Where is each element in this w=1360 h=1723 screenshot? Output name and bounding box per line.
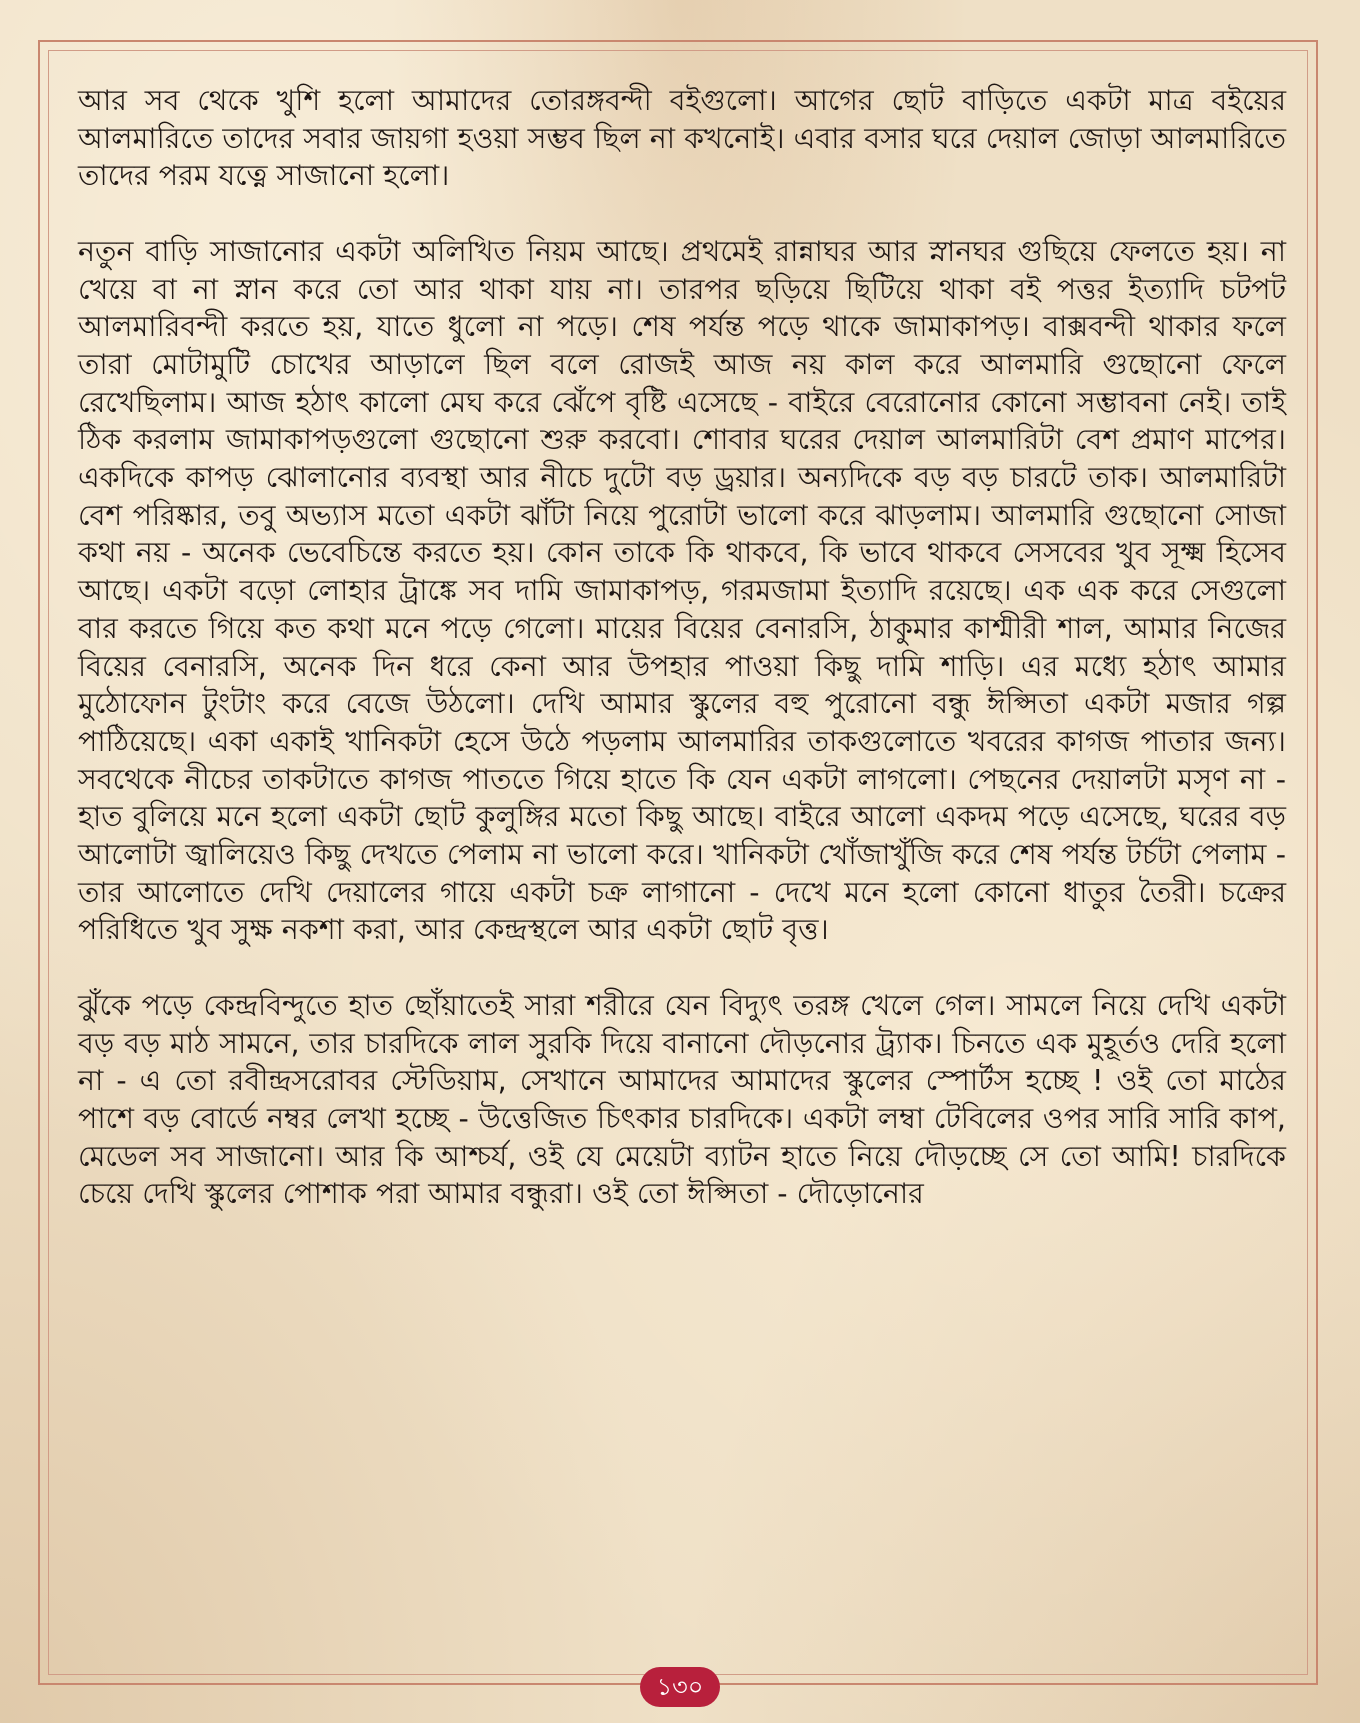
paragraph-1: আর সব থেকে খুশি হলো আমাদের তোরঙ্গবন্দী বইগুলো। আগের ছোট বাড়িতে একটা মাত্র বইয়ের আলমারিতে তাদের সবার জায়গা হওয়া সম্ভব ছিল না কখনোই। এবার বসার ঘরে দেয়াল জোড়া আলমারিতে তাদের পরম যত্নে সাজানো হলো। <box>78 84 1286 193</box>
page-number-badge: ১৩০ <box>640 1667 720 1707</box>
paragraph-2: নতুন বাড়ি সাজানোর একটা অলিখিত নিয়ম আছে। প্রথমেই রান্নাঘর আর স্নানঘর গুছিয়ে ফেলতে হয়। না খেয়ে বা না স্নান করে তো আর থাকা যায় না। তারপর ছড়িয়ে ছিটিয়ে থাকা বই পত্তর ইত্যাদি চটপট আলমারিবন্দী করতে হয়, যাতে ধুলো না পড়ে। শেষ পর্যন্ত পড়ে থাকে জামাকাপড়। বাক্সবন্দী থাকার ফলে তারা মোটামুটি চোখের আড়ালে ছিল বলে রোজই আজ নয় কাল করে আলমারি গুছোনো ফেলে রেখেছিলাম। আজ হঠাৎ কালো মেঘ করে ঝেঁপে বৃষ্টি এসেছে - বাইরে বেরোনোর কোনো সম্ভাবনা নেই। তাই ঠিক করলাম জামাকাপড়গুলো গুছোনো শুরু করবো। শোবার ঘরের দেয়াল আলমারিটা বেশ প্রমাণ মাপের। একদিকে কাপড় ঝোলানোর ব্যবস্থা আর নীচে দুটো বড় ড্রয়ার। অন্যদিকে বড় বড় চারটে তাক। আলমারিটা বেশ পরিষ্কার, তবু অভ্যাস মতো একটা ঝাঁটা নিয়ে পুরোটা ভালো করে ঝাড়লাম। আলমারি গুছোনো সোজা কথা নয় - অনেক ভেবেচিন্তে করতে হয়। কোন তাকে কি থাকবে, কি ভাবে থাকবে সেসবের খুব সূক্ষ্ম হিসেব আছে। একটা বড়ো লোহার ট্রাঙ্কে সব দামি জামাকাপড়, গরমজামা ইত্যাদি রয়েছে। এক এক করে সেগুলো বার করতে গিয়ে কত কথা মনে পড়ে গেলো। মায়ের বিয়ের বেনারসি, ঠাকুমার কাশ্মীরী শাল, আমার নিজের বিয়ের বেনারসি, অনেক দিন ধরে কেনা আর উপহার পাওয়া কিছু দামি শাড়ি। এর মধ্যে হঠাৎ আমার মুঠোফোন টুংটাং করে বেজে উঠলো। দেখি আমার স্কুলের বহু পুরোনো বন্ধু ঈপ্সিতা একটা মজার গল্প পাঠিয়েছে। একা একাই খানিকটা হেসে উঠে পড়লাম আলমারির তাকগুলোতে খবরের কাগজ পাতার জন্য। সবথেকে নীচের তাকটাতে কাগজ পাততে গিয়ে হাতে কি যেন একটা লাগলো। পেছনের দেয়ালটা মসৃণ না - হাত বুলিয়ে মনে হলো একটা ছোট কুলুঙ্গির মতো কিছু আছে। বাইরে আলো একদম পড়ে এসেছে, ঘরের বড় আলোটা জ্বালিয়েও কিছু দেখতে পেলাম না ভালো করে। খানিকটা খোঁজাখুঁজি করে শেষ পর্যন্ত টর্চটা পেলাম - তার আলোতে দেখি দেয়ালের গায়ে একটা চক্র লাগানো - দেখে মনে হলো কোনো ধাতুর তৈরী। চক্রের পরিধিতে খুব সুক্ষ নকশা করা, আর কেন্দ্রস্থলে আর একটা ছোট বৃত্ত। <box>78 234 1286 947</box>
paragraph-3: ঝুঁকে পড়ে কেন্দ্রবিন্দুতে হাত ছোঁয়াতেই সারা শরীরে যেন বিদ্যুৎ তরঙ্গ খেলে গেল। সামলে নিয়ে দেখি একটা বড় বড় মাঠ সামনে, তার চারদিকে লাল সুরকি দিয়ে বানানো দৌড়নোর ট্র্যাক। চিনতে এক মুহূর্তও দেরি হলো না - এ তো রবীন্দ্রসরোবর স্টেডিয়াম, সেখানে আমাদের আমাদের স্কুলের স্পোর্টস হচ্ছে ! ওই তো মাঠের পাশে বড় বোর্ডে নম্বর লেখা হচ্ছে - উত্তেজিত চিৎকার চারদিকে। একটা লম্বা টেবিলের ওপর সারি সারি কাপ, মেডেল সব সাজানো। আর কি আশ্চর্য, ওই যে মেয়েটা ব্যাটন হাতে নিয়ে দৌড়চ্ছে সে তো আমি! চারদিকে চেয়ে দেখি স্কুলের পোশাক পরা আমার বন্ধুরা। ওই তো ঈপ্সিতা - দৌড়োনোর <box>78 988 1286 1211</box>
page-body <box>78 82 1286 1213</box>
